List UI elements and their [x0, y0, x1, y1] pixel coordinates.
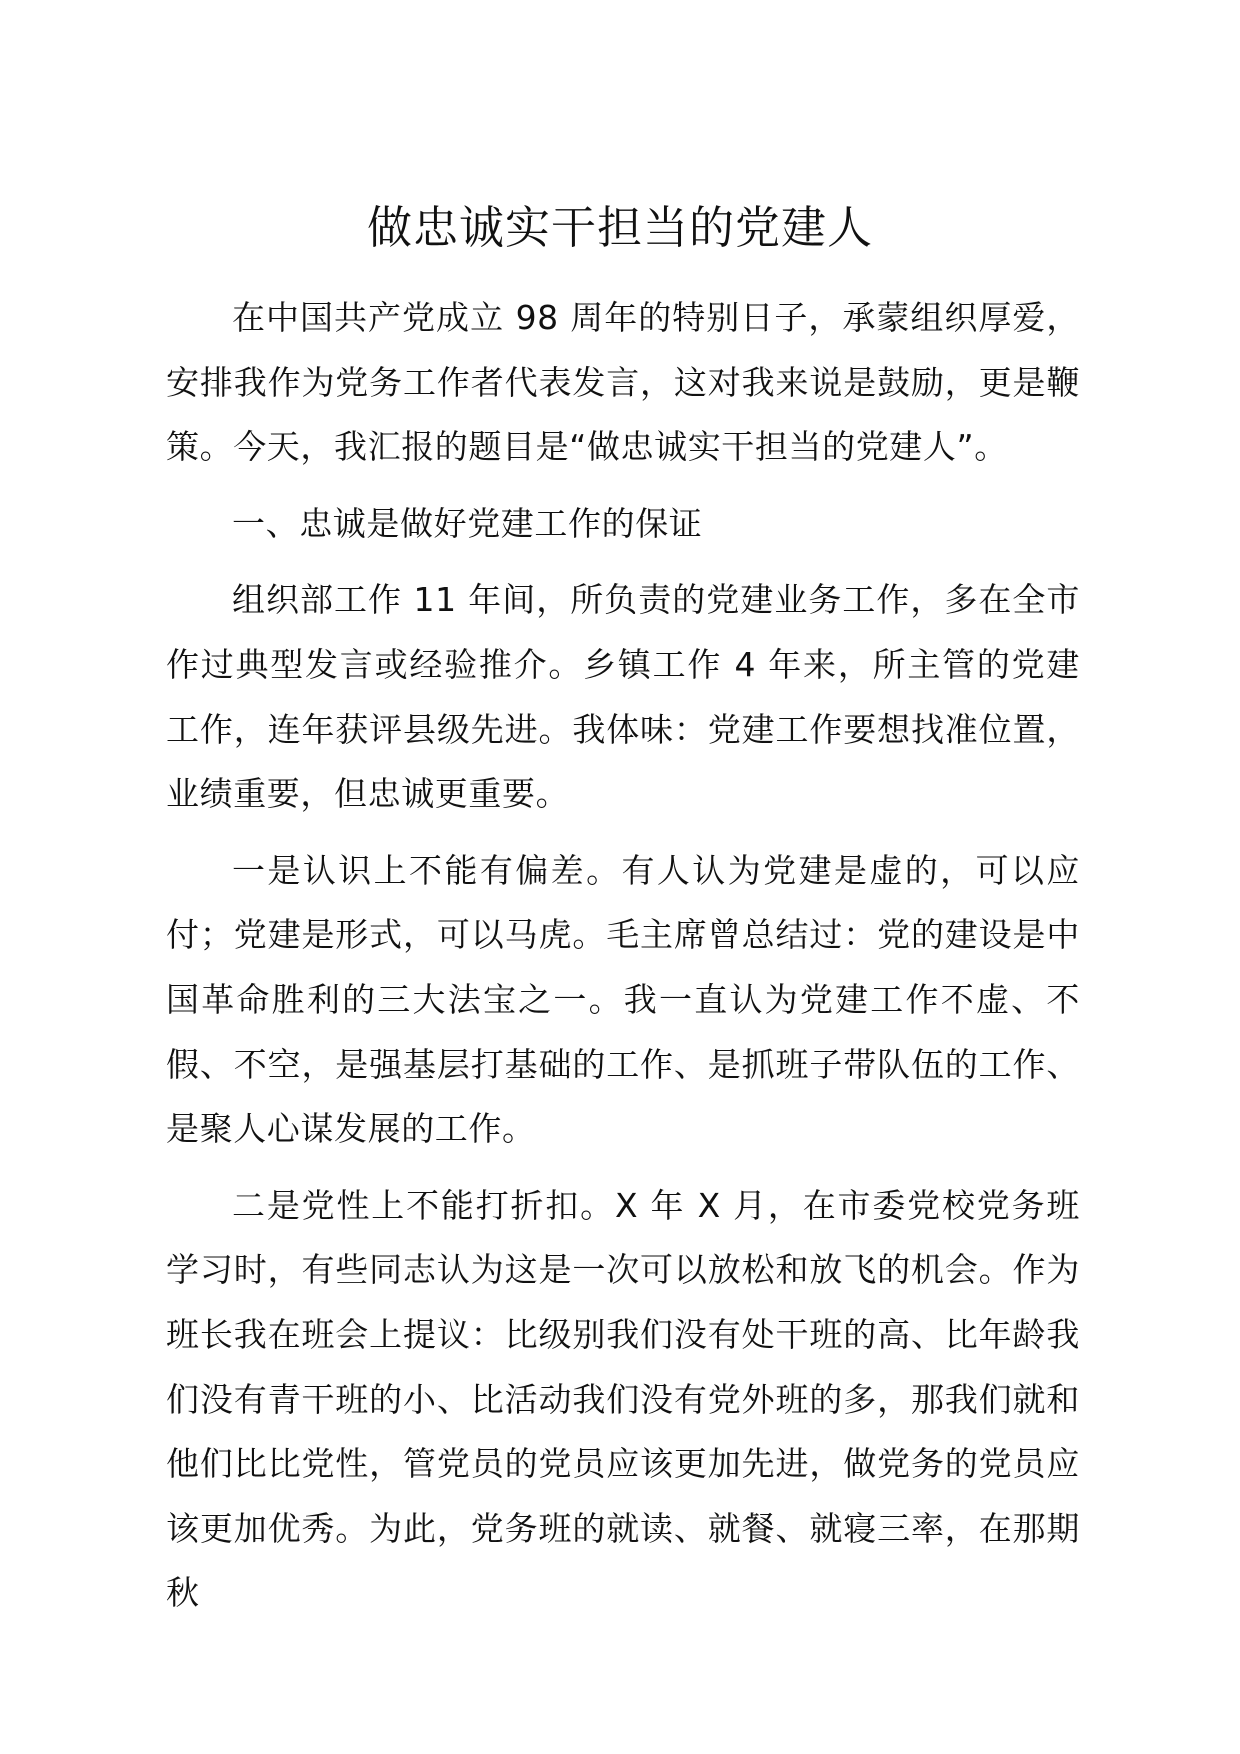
document-body: [166, 286, 1080, 1626]
paragraph-intro: 在中国共产党成立 98 周年的特别日子，承蒙组织厚爱，安排我作为党务工作者代表发言，这对我来说是鼓励，更是鞭策。今天，我汇报的题目是“做忠诚实干担当的党建人”。: [166, 298, 1080, 467]
section-heading-loyalty: 一、忠诚是做好党建工作的保证: [232, 503, 703, 543]
paragraph-point-one: 一是认识上不能有偏差。有人认为党建是虚的，可以应付；党建是形式，可以马虎。毛主席曾总结过：党的建设是中国革命胜利的三大法宝之一。我一直认为党建工作不虚、不假、不空，是强基层打基础的工作、是抓班子带队伍的工作、是聚人心谋发展的工作。: [166, 850, 1080, 1149]
document-title: 做忠诚实干担当的党建人: [366, 201, 873, 254]
paragraph-point-two: 二是党性上不能打折扣。X 年 X 月，在市委党校党务班学习时，有些同志认为这是一次可以放松和放飞的机会。作为班长我在班会上提议：比级别我们没有处干班的高、比年龄我们没有青干班的小、比活动我们没有党外班的多，那我们就和他们比比党性，管党员的党员应该更加先进，做党务的党员应该更加优秀。为此，党务班的就读、就餐、就寝三率，在那期秋: [166, 1185, 1080, 1613]
paragraph-organization-work: 组织部工作 11 年间，所负责的党建业务工作，多在全市作过典型发言或经验推介。乡镇工作 4 年来，所主管的党建工作，连年获评县级先进。我体味：党建工作要想找准位置，业绩重要，但忠诚更重要。: [166, 580, 1080, 814]
